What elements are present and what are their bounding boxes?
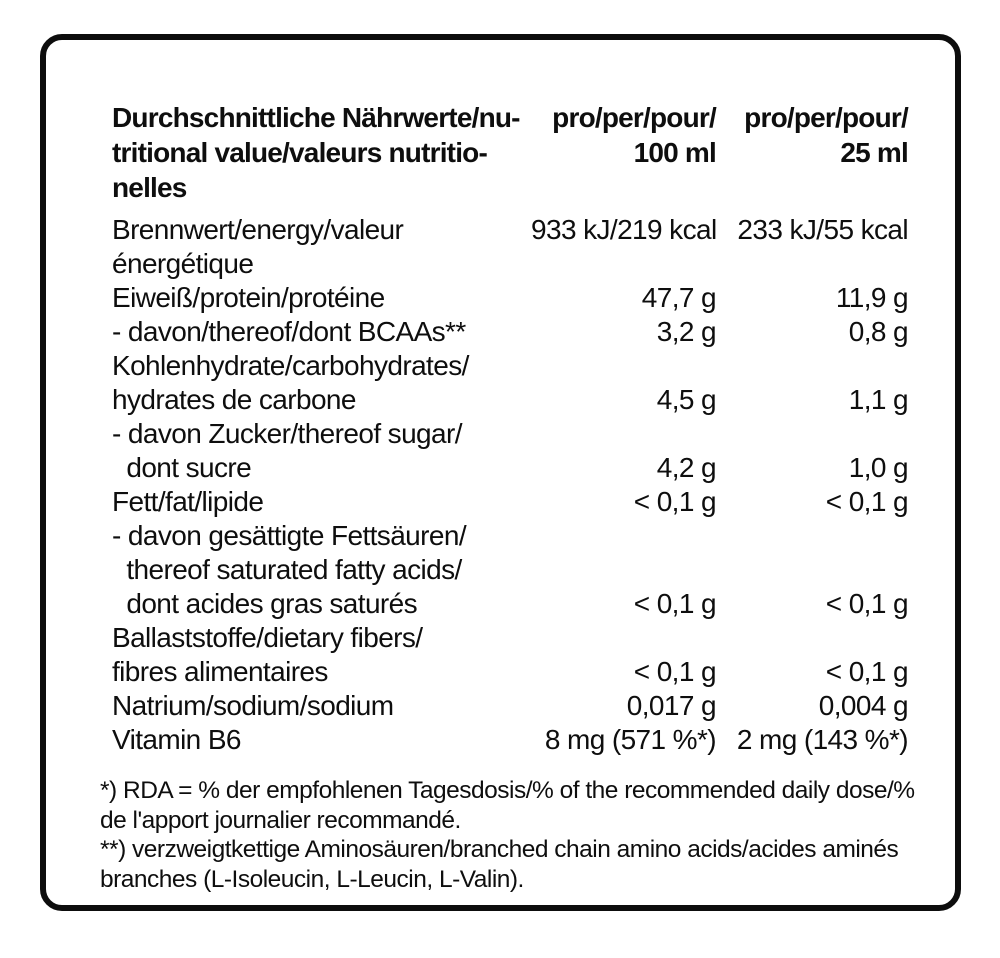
column-header-line: 25 ml bbox=[840, 137, 908, 168]
value-per-100ml: < 0,1 g bbox=[633, 656, 716, 687]
value-per-25ml: 1,1 g bbox=[848, 384, 908, 415]
table-row bbox=[112, 349, 908, 417]
nutrient-label-line: Natrium/sodium/sodium bbox=[112, 690, 394, 721]
nutrient-label-line: Vitamin B6 bbox=[112, 724, 241, 755]
footnote-line: **) verzweigtkettige Aminosäuren/branched chain amino acids/acides aminés bbox=[100, 836, 899, 863]
value-per-25ml: 0,8 g bbox=[848, 316, 908, 347]
table-row bbox=[112, 723, 908, 757]
nutrient-label bbox=[112, 315, 531, 349]
table-header-row bbox=[112, 100, 908, 205]
nutrient-label bbox=[112, 519, 531, 621]
value-per-100ml: 4,2 g bbox=[656, 452, 716, 483]
nutrient-label bbox=[112, 723, 531, 757]
table-title-line: nelles bbox=[112, 172, 187, 203]
footnote-line: de l'apport journalier recommandé. bbox=[100, 806, 461, 834]
nutrient-label-line: Kohlenhydrate/carbohydrates/ bbox=[112, 350, 469, 381]
column-header-per-25ml bbox=[716, 100, 908, 170]
nutrient-label bbox=[112, 349, 531, 417]
value-per-25ml: 233 kJ/55 kcal bbox=[737, 214, 908, 245]
nutrient-label bbox=[112, 417, 531, 485]
nutrient-label-line: - davon gesättigte Fettsäuren/ bbox=[112, 520, 466, 551]
nutrient-label-line: - davon/thereof/dont BCAAs** bbox=[112, 316, 466, 347]
value-per-25ml: < 0,1 g bbox=[825, 588, 908, 619]
nutrient-label bbox=[112, 689, 531, 723]
table-row bbox=[112, 213, 908, 281]
column-header-line: pro/per/pour/ bbox=[552, 102, 716, 133]
nutrient-label-line: Ballaststoffe/dietary fibers/ bbox=[112, 622, 423, 653]
value-per-25ml: 2 mg (143 %*) bbox=[736, 724, 908, 755]
nutrient-label-line: hydrates de carbone bbox=[112, 384, 356, 415]
table-row bbox=[112, 417, 908, 485]
column-header-line: 100 ml bbox=[633, 137, 716, 168]
nutrition-label-card bbox=[40, 34, 961, 911]
table-title-line: tritional value/valeurs nutritio- bbox=[112, 137, 488, 168]
table-row bbox=[112, 281, 908, 315]
nutrient-label-line: thereof saturated fatty acids/ bbox=[112, 554, 462, 585]
footnote-line: branches (L-Isoleucin, L-Leucin, L-Valin). bbox=[100, 865, 524, 893]
value-per-25ml: < 0,1 g bbox=[825, 656, 908, 687]
nutrient-label-line: Brennwert/energy/valeur bbox=[112, 214, 404, 245]
table-title-line: Durchschnittliche Nährwerte/nu- bbox=[112, 102, 520, 133]
column-header-per-100ml bbox=[531, 100, 716, 170]
nutrient-label bbox=[112, 485, 531, 519]
column-header-line: pro/per/pour/ bbox=[744, 102, 908, 133]
nutrient-label-line: dont sucre bbox=[112, 452, 252, 483]
value-per-100ml: < 0,1 g bbox=[633, 588, 716, 619]
value-per-100ml: 8 mg (571 %*) bbox=[544, 724, 716, 755]
value-per-25ml: 11,9 g bbox=[835, 282, 908, 313]
value-per-100ml: < 0,1 g bbox=[633, 486, 716, 517]
nutrient-label-line: Eiweiß/protein/protéine bbox=[112, 282, 385, 313]
value-per-100ml: 47,7 g bbox=[641, 282, 716, 313]
table-row bbox=[112, 621, 908, 689]
table-row bbox=[112, 519, 908, 621]
table-row bbox=[112, 689, 908, 723]
footnotes bbox=[100, 776, 915, 894]
value-per-25ml: 1,0 g bbox=[848, 452, 908, 483]
value-per-25ml: < 0,1 g bbox=[825, 486, 908, 517]
value-per-100ml: 933 kJ/219 kcal bbox=[531, 214, 717, 245]
nutrient-label bbox=[112, 621, 531, 689]
nutrition-label-content bbox=[100, 100, 915, 894]
nutrient-label-line: énergétique bbox=[112, 248, 254, 279]
value-per-25ml: 0,004 g bbox=[818, 690, 908, 721]
value-per-100ml: 0,017 g bbox=[626, 690, 716, 721]
nutrient-label-line: fibres alimentaires bbox=[112, 656, 328, 687]
table-title bbox=[112, 100, 531, 205]
nutrient-label bbox=[112, 213, 531, 281]
nutrient-label-line: - davon Zucker/thereof sugar/ bbox=[112, 418, 462, 449]
table-row bbox=[112, 315, 908, 349]
nutrient-label-line: Fett/fat/lipide bbox=[112, 486, 264, 517]
table-row bbox=[112, 485, 908, 519]
value-per-100ml: 3,2 g bbox=[656, 316, 716, 347]
footnote-line: *) RDA = % der empfohlenen Tagesdosis/% of the recommended daily dose/% bbox=[100, 777, 915, 804]
value-per-100ml: 4,5 g bbox=[656, 384, 716, 415]
nutrition-table bbox=[112, 213, 908, 757]
nutrient-label-line: dont acides gras saturés bbox=[112, 588, 418, 619]
nutrient-label bbox=[112, 281, 531, 315]
